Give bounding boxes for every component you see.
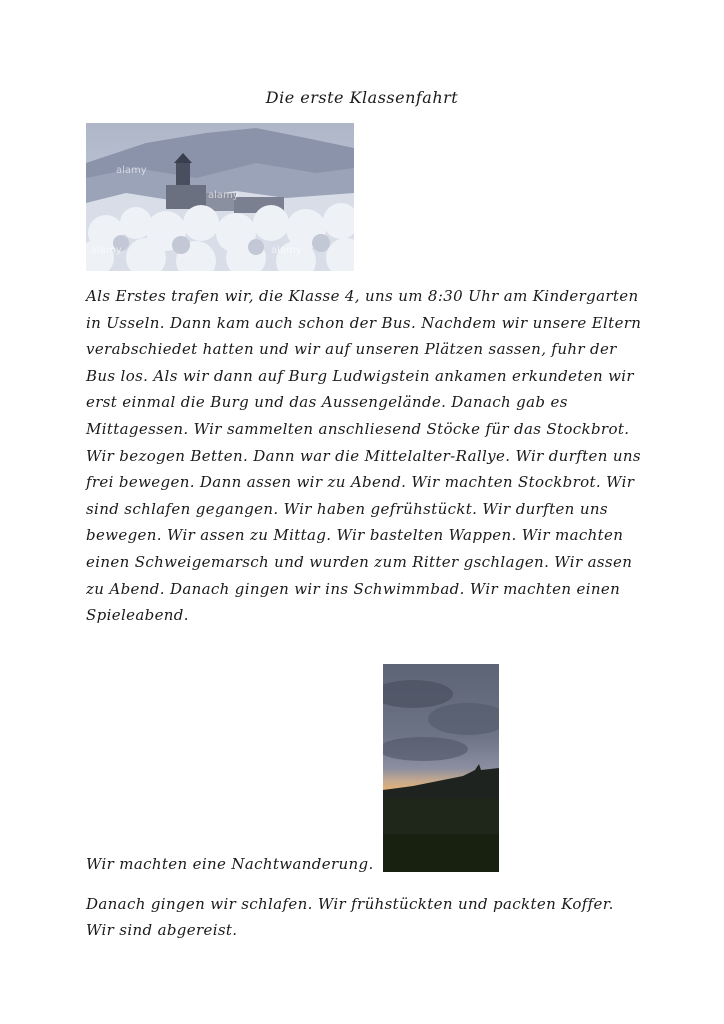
- watermark-text: alamy: [91, 245, 122, 256]
- watermark-text: alamy: [271, 245, 302, 256]
- castle-winter-photo: [86, 123, 354, 271]
- document-title: Die erste Klassenfahrt: [265, 88, 459, 107]
- sunset-castle-photo: [383, 664, 499, 872]
- watermark-text: alamy: [116, 165, 147, 176]
- night-hike-paragraph: Wir machten eine Nachtwanderung.: [86, 855, 374, 873]
- closing-paragraph: Danach gingen wir schlafen. Wir frühstückten und packten Koffer. Wir sind abgereist.: [86, 895, 614, 939]
- main-paragraph: Als Erstes trafen wir, die Klasse 4, uns um 8:30 Uhr am Kindergarten in Usseln. Dann kam auch schon der Bus. Nachdem wir unsere Eltern verabschiedet hatten und wir auf unseren Plätzen sassen, fuhr der Bus los. Als wir dann auf Burg Ludwigstein ankamen erkundeten wir erst einmal die Burg und das Aussengelände. Danach gab es Mittagessen. Wir sammelten anschliesend Stöcke für das Stockbrot. Wir bezogen Betten. Dann war die Mittelalter-Rallye. Wir durften uns frei bewegen. Dann assen wir zu Abend. Wir machten Stockbrot. Wir sind schlafen gegangen. Wir haben gefrühstückt. Wir durften uns bewegen. Wir assen zu Mittag. Wir bastelten Wappen. Wir machten einen Schweigemarsch und wurden zum Ritter gschlagen. Wir assen zu Abend. Danach gingen wir ins Schwimmbad. Wir machten einen Spieleabend.: [86, 287, 642, 625]
- watermark-text: alamy: [208, 190, 239, 201]
